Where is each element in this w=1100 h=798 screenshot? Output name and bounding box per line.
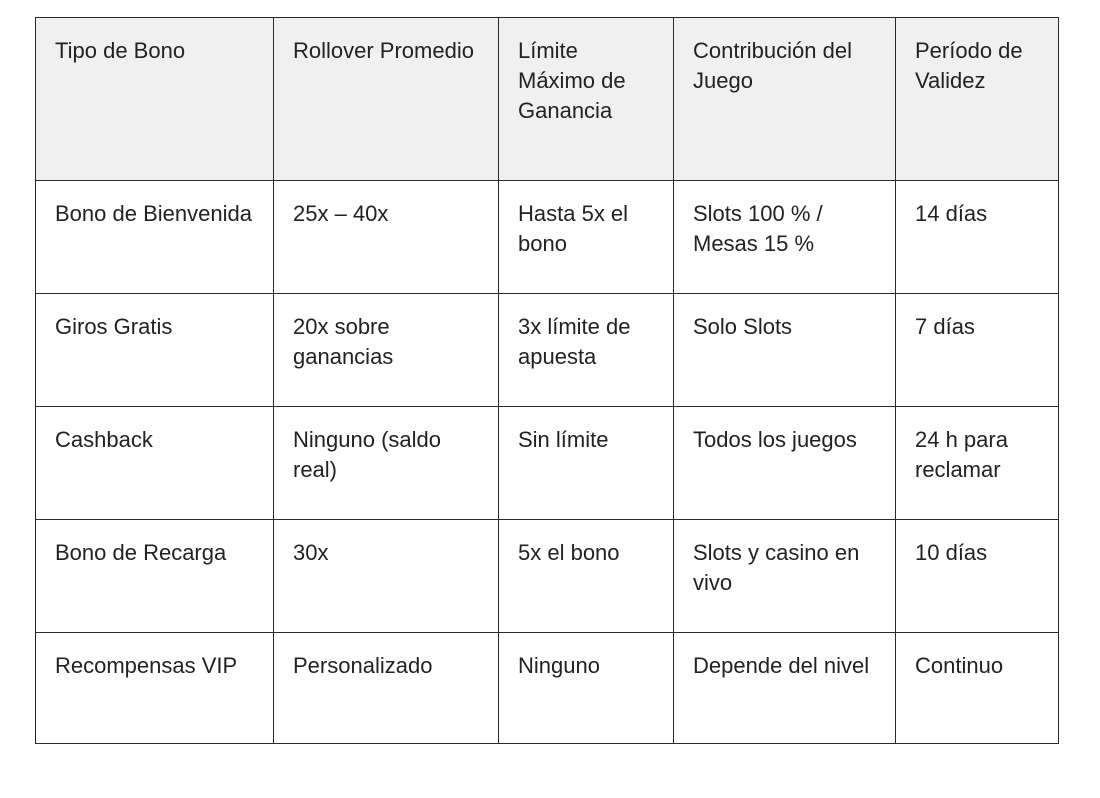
cell-max-win-limit: Hasta 5x el bono [499, 181, 674, 294]
cell-validity-period: 7 días [896, 294, 1059, 407]
header-average-rollover: Rollover Promedio [274, 18, 499, 181]
cell-bonus-type: Cashback [36, 407, 274, 520]
table-row [36, 294, 1059, 407]
cell-validity-period: 24 h para reclamar [896, 407, 1059, 520]
cell-bonus-type: Bono de Bienvenida [36, 181, 274, 294]
cell-game-contribution: Todos los juegos [674, 407, 896, 520]
bonus-comparison-table [35, 17, 1059, 744]
cell-max-win-limit: Ninguno [499, 633, 674, 744]
cell-max-win-limit: 3x límite de apuesta [499, 294, 674, 407]
cell-game-contribution: Depende del nivel [674, 633, 896, 744]
cell-validity-period: Continuo [896, 633, 1059, 744]
cell-average-rollover: 20x sobre ganancias [274, 294, 499, 407]
header-validity-period: Período de Validez [896, 18, 1059, 181]
cell-max-win-limit: 5x el bono [499, 520, 674, 633]
header-bonus-type: Tipo de Bono [36, 18, 274, 181]
header-game-contribution: Contribución del Juego [674, 18, 896, 181]
cell-validity-period: 14 días [896, 181, 1059, 294]
table-body [36, 181, 1059, 744]
table-row [36, 633, 1059, 744]
cell-average-rollover: Personalizado [274, 633, 499, 744]
header-max-win-limit: Límite Máximo de Ganancia [499, 18, 674, 181]
cell-bonus-type: Bono de Recarga [36, 520, 274, 633]
cell-average-rollover: 25x – 40x [274, 181, 499, 294]
cell-bonus-type: Giros Gratis [36, 294, 274, 407]
cell-average-rollover: 30x [274, 520, 499, 633]
table-header [36, 18, 1059, 181]
table-row [36, 520, 1059, 633]
cell-bonus-type: Recompensas VIP [36, 633, 274, 744]
cell-game-contribution: Slots y casino en vivo [674, 520, 896, 633]
cell-max-win-limit: Sin límite [499, 407, 674, 520]
cell-game-contribution: Solo Slots [674, 294, 896, 407]
cell-game-contribution: Slots 100 % / Mesas 15 % [674, 181, 896, 294]
cell-average-rollover: Ninguno (saldo real) [274, 407, 499, 520]
table-row [36, 181, 1059, 294]
cell-validity-period: 10 días [896, 520, 1059, 633]
header-row [36, 18, 1059, 181]
table-row [36, 407, 1059, 520]
